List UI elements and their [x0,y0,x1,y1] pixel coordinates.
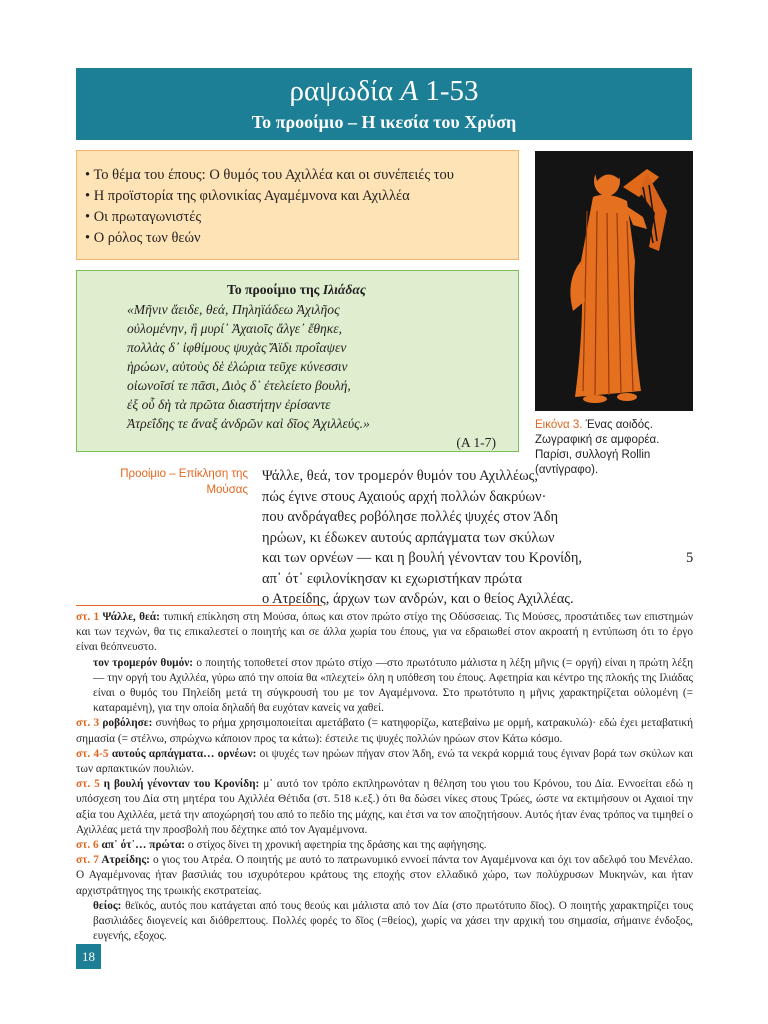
proem-line: οὐλομένην, ἣ μυρί᾽ Ἀχαιοῖς ἄλγε᾽ ἔθηκε, [127,321,343,336]
proem-line: πολλὰς δ᾽ ἰφθίμους ψυχὰς Ἄϊδι προΐαψεν [127,340,347,355]
proem-line: «Μῆνιν ἄειδε, θεά, Πηληϊάδεω Ἀχιλῆος [127,302,340,317]
page-number: 18 [76,944,101,969]
verse-line: ηρώων, κι έδωκεν αυτούς αρπάγματα των σκύλων [262,529,555,546]
topic-item: • Η προϊστορία της φιλονικίας Αγαμέμνονα και Αχιλλέα [85,188,410,204]
topics-box [76,150,519,260]
topic-item: • Ο ρόλος των θεών [85,230,201,246]
notes-divider [76,605,322,606]
footnote: στ. 1 Ψάλλε, θεά: τυπική επίκληση στη Μούσα, όπως και στον πρώτο στίχο της Οδύσσειας. Τις Μούσες, προστάτιδες των επιστημών και των τεχνών, θα τις επικαλεστεί ο ποιητής και σε άλλα χωρία του έπους, για να εδραιωθεί στον ακροατή η εντύπωση ότι το έργο είναι θεόπνευστο. [76,611,693,654]
proem-title: Το προοίμιο της Ιλιάδας [227,282,366,297]
margin-note: Προοίμιο – Επίκληση της Μούσας [120,468,248,496]
topic-item: • Το θέμα του έπους: Ο θυμός του Αχιλλέα και οι συνέπειές του [85,167,454,183]
footnote: στ. 7 Ατρείδης: ο γιος του Ατρέα. Ο ποιητής με αυτό το πατρωνυμικό εννοεί πάντα τον Αγαμέμνονα και όχι τον αδελφό του Μενέλαο. Ο Αγαμέμνονας ήταν βασιλιάς του ισχυρότερου κράτους της εποχής στον ελλαδικό χώρο, των πολύχρυσων Μυκηνών, και ήταν αρχιστράτηγος της τρωικής εκστρατείας. [76,854,693,897]
proem-line: ἡρώων, αὐτοὺς δὲ ἑλώρια τεῦχε κύνεσσιν [127,359,348,374]
proem-line: ἐξ οὗ δὴ τὰ πρῶτα διαστήτην ἐρίσαντε [127,397,331,412]
verse-line: πώς έγινε στους Αχαιούς αρχή πολλών δακρύων· [262,488,547,505]
topic-item: • Οι πρωταγωνιστές [85,209,202,225]
footnote: στ. 4-5 αυτούς αρπάγματα… ορνέων: οι ψυχές των ηρώων πήγαν στον Άδη, ενώ τα νεκρά κορμιά τους έγιναν βορά των σκύλων και των αρπακτικών πουλιών. [76,747,693,776]
footnote: στ. 3 ροβόλησε: συνήθως το ρήμα χρησιμοποιείται αμετάβατο (= κατηφορίζω, κατεβαίνω με ορμή, κατρακυλώ)· εδώ έχει μεταβατική σημασία (= στέλνω, σπρώχνω κάποιον προς τα κάτω): έστειλε τις ψυχές πολλών ηρώων στον Κάτω κόσμο. [76,717,693,745]
chapter-subtitle: Το προοίμιο – Η ικεσία του Χρύση [251,112,517,132]
vase-painting-image [535,151,693,411]
verse-number: 5 [686,550,694,566]
verse-line: και των ορνέων — και η βουλή γένονταν του Κρονίδη, 5 [262,548,692,569]
vase-painting-figure [535,151,693,411]
caption-text: Ένας αοιδός. Ζωγραφική σε αμφορέα. Παρίσι, συλλογή Rollin (αντίγραφο). [535,419,660,476]
footnote: θείος: θεϊκός, αυτός που κατάγεται από τους θεούς και μάλιστα από τον Δία (στο πρωτότυπο δῖος). Ο ποιητής χαρακτηρίζει τους βασιλιάδες διογενείς και διόθρεπτους. Πολλές φορές το δῖος (=θείος), χωρίς να χάσει την αρχική του σημασία, σήμαινε ένδοξος, ευγενής, εξοχος. [93,899,693,943]
footnotes [76,610,693,944]
proem-box [76,270,519,452]
chapter-header [76,68,692,140]
proem-line: Ἀτρεΐδης τε ἄναξ ἀνδρῶν καὶ δῖος Ἀχιλλεύς.» [127,416,370,431]
verse-line: ο Ατρείδης, άρχων των ανδρών, και ο θείος Αχιλλέας. [262,591,574,607]
translation-verses [262,466,692,610]
caption-label: Εικόνα 3. [535,419,583,431]
footnote: τον τρομερόν θυμόν: ο ποιητής τοποθετεί στον πρώτο στίχο —στο πρωτότυπο μάλιστα η λέξη μῆνις (= οργή) είναι η πρώτη λέξη— την οργή του Αχιλλέα, γύρω από την οποία θα «πλεχτεί» όλη η υπόθεση του έπους. Αφετηρία και κέντρο της πλοκής της Ιλιάδας είναι ο θυμός του Πηλείδη μετά τη σύγκρουσή του με τον Αγαμέμνονα. Στο πρωτότυπο η μῆνις χαρακτηρίζεται οὐλομένη (= καταραμένη), για την οποία δηλαδή θα ευχόταν κανείς να χαθεί. [93,656,694,715]
footnote: στ. 5 η βουλή γένονταν του Κρονίδη: μ᾽ αυτό τον τρόπο εκπληρωνόταν η θέληση του γιου του Κρόνου, του Δία. Εννοείται εδώ η υπόσχεση του Δία στη μητέρα του Αχιλλέα Θέτιδα (στ. 518 κ.εξ.) ότι θα δώσει νίκες στους Τρώες, ώστε να εκτιμήσουν οι Αχαιοί την αξία του Αχιλλέα, μετά την αποχώρησή του από το πεδίο της μάχης, και έτσι να τον αποζητήσουν. Αυτός ήταν ένας τρόπος να τιμηθεί ο Αχιλλέας μετά την προσβολή που δέχτηκε από τον Αγαμέμνονα. [76,778,693,836]
chapter-title: ραψωδία Α 1-53 [289,75,479,107]
proem-reference: (Α 1-7) [456,435,496,450]
proem-line: οἰωνοῖσί τε πᾶσι, Διὸς δ᾽ ἐτελείετο βουλή, [127,378,351,393]
verse-line: Ψάλλε, θεά, τον τρομερόν θυμόν του Αχιλλέως, [262,468,539,484]
verse-line: απ᾽ ότ᾽ εφιλονίκησαν κι εχωριστήκαν πρώτα [262,570,522,587]
verse-line: που ανδράγαθες ροβόλησε πολλές ψυχές στον Άδη [262,509,559,525]
footnote: στ. 6 απ᾽ ότ᾽… πρώτα: ο στίχος δίνει τη χρονική αφετηρία της δράσης και της αφήγησης. [76,839,487,852]
